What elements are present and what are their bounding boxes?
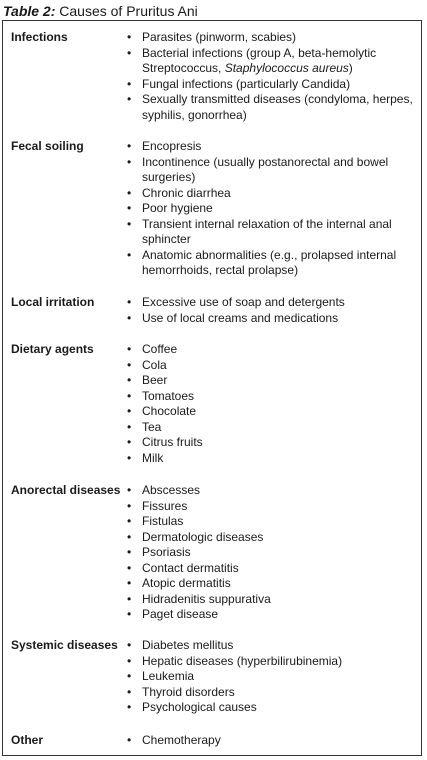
list-item: • Contact dermatitis [126,561,418,577]
list-item: • Coffee [126,342,418,358]
list-item: • Parasites (pinworm, scabies) [126,30,418,46]
items-anorectal-diseases [126,483,418,623]
category-infections: Infections [11,30,68,44]
list-item: • Encopresis [126,139,418,155]
list-item: • Cola [126,358,418,374]
list-item: • Citrus fruits [126,435,418,451]
category-dietary-agents: Dietary agents [11,342,94,356]
items-local-irritation [126,295,418,326]
list-item: • Chemotherapy [126,733,418,749]
list-item: • Fissures [126,499,418,515]
list-item: • Sexually transmitted diseases (condyloma, herpes, syphilis, gonorrhea) [126,92,418,123]
list-item: • Tomatoes [126,389,418,405]
category-anorectal-diseases: Anorectal diseases [11,483,121,497]
table-title: Causes of Pruritus Ani [59,3,198,19]
list-item: • Psoriasis [126,545,418,561]
list-item: • Paget disease [126,607,418,623]
category-local-irritation: Local irritation [11,295,95,309]
list-item: • Hidradenitis suppurativa [126,592,418,608]
list-item: • Anatomic abnormalities (e.g., prolapsed internal hemorrhoids, rectal prolapse) [126,248,418,279]
list-item: • Chronic diarrhea [126,186,418,202]
list-item: • Dermatologic diseases [126,530,418,546]
list-item: • Poor hygiene [126,201,418,217]
items-fecal-soiling [126,139,418,279]
list-item: • Tea [126,420,418,436]
items-systemic-diseases [126,638,418,716]
table-number-label: Table 2: [3,3,56,19]
list-item: • Abscesses [126,483,418,499]
category-other: Other [11,733,44,747]
category-fecal-soiling: Fecal soiling [11,139,84,153]
list-item: • Fistulas [126,514,418,530]
table-caption [3,1,198,21]
list-item: • Diabetes mellitus [126,638,418,654]
list-item: • Milk [126,451,418,467]
items-dietary-agents [126,342,418,466]
items-infections [126,30,418,123]
list-item: • Fungal infections (particularly Candida) [126,77,418,93]
list-item: • Chocolate [126,404,418,420]
list-item: • Thyroid disorders [126,685,418,701]
list-item: • Bacterial infections (group A, beta-hemolytic Streptococcus, Staphylococcus aureus) [126,46,418,77]
list-item: • Beer [126,373,418,389]
list-item: • Transient internal relaxation of the internal anal sphincter [126,217,418,248]
list-item: • Hepatic diseases (hyperbilirubinemia) [126,654,418,670]
list-item: • Excessive use of soap and detergents [126,295,418,311]
list-item: • Atopic dermatitis [126,576,418,592]
list-item: • Psychological causes [126,700,418,716]
list-item: • Incontinence (usually postanorectal and bowel surgeries) [126,155,418,186]
items-other [126,733,418,749]
category-systemic-diseases: Systemic diseases [11,638,118,652]
list-item: • Use of local creams and medications [126,311,418,327]
list-item: • Leukemia [126,669,418,685]
causes-table [2,20,422,756]
